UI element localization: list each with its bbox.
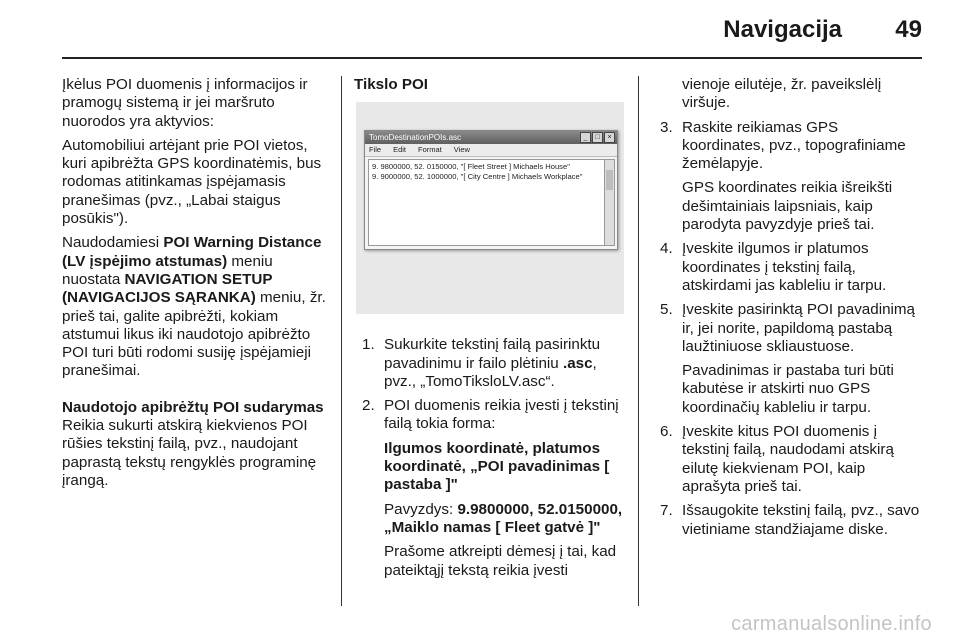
menu-term: POI Warning Distance (LV įspėjimo atstumas) xyxy=(62,234,322,270)
scrollbar xyxy=(604,159,615,246)
format-spec: Ilgumos koordinatė, platumos koordinatė, „POI pavadinimas [ pastaba ]" xyxy=(384,439,610,494)
watermark: carmanualsonline.info xyxy=(731,613,932,635)
column-divider-1 xyxy=(341,76,342,606)
menu-format: Format xyxy=(418,145,442,155)
text-editor-figure xyxy=(356,102,624,314)
continued-text: vienoje eilutėje, žr. paveikslėlį viršuje. xyxy=(682,76,882,112)
close-icon: × xyxy=(604,132,615,143)
column-3 xyxy=(652,76,924,545)
menu-term: NAVIGATION SETUP (NAVIGACIJOS SĄRANKA) xyxy=(62,270,273,307)
section-heading: Naudotojo apibrėžtų POI sudarymas xyxy=(62,398,324,416)
text-line: 9. 9800000, 52. 0150000, "[ Fleet Street ] Michaels House" xyxy=(372,162,570,172)
paragraph: Automobiliui artėjant prie POI vietos, kuri apibrėžta GPS koordinatėmis, bus rodomas atitinkamas įspėjamasis pranešimas (pvz., „Labai staigus posūkis"). xyxy=(62,136,322,228)
paragraph: Naudodamiesi POI Warning Distance (LV įspėjimo atstumas) meniu nuostata NAVIGATION SETUP (NAVIGACIJOS SĄRANKA) meniu, žr. prieš tai, galite apibrėžti, kokiam atstumui likus iki naudotojo apibrėžto POI turi būti rodomi susiję įspėjamieji pranešimai. xyxy=(62,234,326,380)
column-divider-2 xyxy=(638,76,639,606)
menu-view: View xyxy=(453,145,470,155)
list-item: 4. Įveskite ilgumos ir platumos koordinates į tekstinį failą, atskirdami jas kableliu ir tarpu. xyxy=(660,240,887,294)
paragraph: Reikia sukurti atskirą kiekvienos POI rūšies tekstinį failą, pvz., naudojant paprastą tekstų rengyklės programinę įrangą. xyxy=(62,417,317,489)
page-title: Navigacija xyxy=(723,16,842,43)
editor-window xyxy=(364,130,618,250)
page-number: 49 xyxy=(895,16,922,43)
column-2 xyxy=(354,76,624,586)
menu-bar xyxy=(365,144,617,157)
column-1 xyxy=(62,76,334,496)
list-item: 3. Raskite reikiamas GPS koordinates, pvz., topografiniame žemėlapyje. GPS koordinates reikia išreikšti dešimtainiais laipsniais, kaip parodyta pavyzdyje prieš tai. xyxy=(660,118,906,234)
minimize-icon: _ xyxy=(580,132,591,143)
list-item: 1. Sukurkite tekstinį failą pasirinktu pavadinimu ir failo plėtiniu .asc, pvz., „TomoTiksloLV.asc“. xyxy=(362,336,601,390)
list-item: 5. Įveskite pasirinktą POI pavadinimą ir, jei norite, papildomą pastabą laužtiniuose skliaustuose. Pavadinimas ir pastaba turi būti kabutėse ir atskirti nuo GPS koordinačių kableliu ir tarpu. xyxy=(660,301,915,416)
example-value: 9.9800000, 52.0150000, „Maiklo namas [ Fleet gatvė ]" xyxy=(384,500,623,536)
section-heading: Tikslo POI xyxy=(354,76,428,93)
paragraph: Įkėlus POI duomenis į informacijos ir pramogų sistemą ir jei maršruto nuorodos yra aktyvios: xyxy=(62,76,308,130)
page-header xyxy=(0,0,960,58)
steps-list xyxy=(652,119,924,539)
header-rule xyxy=(62,57,922,59)
menu-edit: Edit xyxy=(393,145,407,155)
text-area xyxy=(368,159,605,246)
window-titlebar xyxy=(365,131,617,144)
menu-file: File xyxy=(369,145,382,155)
maximize-icon: □ xyxy=(592,132,603,143)
list-item: 7. Išsaugokite tekstinį failą, pvz., savo vietiniame standžiajame diske. xyxy=(660,502,920,538)
list-item: 6. Įveskite kitus POI duomenis į tekstinį failą, naudodami atskirą eilutę kiekvienam POI, kaip aprašyta prieš tai. xyxy=(660,423,894,495)
window-title: TomoDestinationPOIs.asc xyxy=(369,133,462,143)
steps-list xyxy=(354,336,624,580)
text-line: 9. 9000000, 52. 1000000, "[ City Centre ] Michaels Workplace" xyxy=(372,172,583,182)
list-item: 2. POI duomenis reikia įvesti į tekstinį failą tokia forma: Ilgumos koordinatė, platumos koordinatė, „POI pavadinimas [ pastaba ]" Pavyzdys: 9.9800000, 52.0150000, „Maiklo namas [ Fleet gatvė ]" Prašome atkreipti dėmesį į tai, kad pateiktąjį tekstą reikia įvesti xyxy=(362,397,623,579)
